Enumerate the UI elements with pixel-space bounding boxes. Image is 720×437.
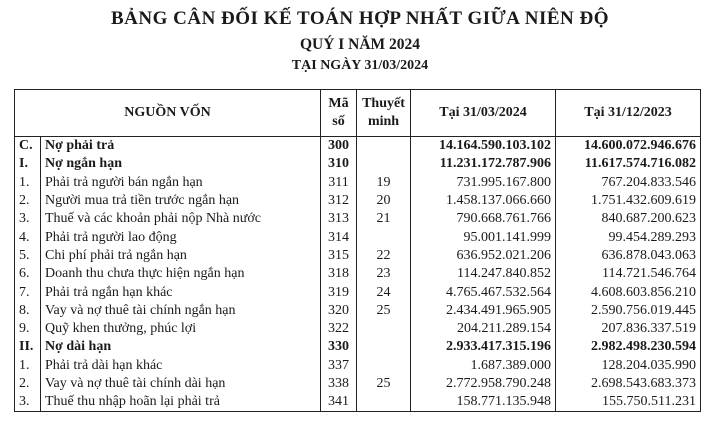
row-value-period-end: 95.001.141.999 — [411, 228, 556, 246]
row-number: 9. — [15, 320, 41, 338]
table-row — [15, 192, 701, 210]
table-row — [15, 283, 701, 301]
row-value-period-end: 2.772.958.790.248 — [411, 375, 556, 393]
row-code: 322 — [321, 320, 357, 338]
row-label: Chi phí phải trả ngắn hạn — [41, 247, 321, 265]
row-note — [357, 228, 411, 246]
row-code: 318 — [321, 265, 357, 283]
row-note: 23 — [357, 265, 411, 283]
row-label: Phải trả người lao động — [41, 228, 321, 246]
row-value-period-end: 1.687.389.000 — [411, 357, 556, 375]
table-row — [15, 247, 701, 265]
table-row — [15, 302, 701, 320]
table-row — [15, 393, 701, 412]
row-number: I. — [15, 155, 41, 173]
row-label: Vay và nợ thuê tài chính dài hạn — [41, 375, 321, 393]
table-row — [15, 265, 701, 283]
row-code: 319 — [321, 283, 357, 301]
row-value-period-begin: 99.454.289.293 — [556, 228, 701, 246]
row-label: Phải trả người bán ngắn hạn — [41, 174, 321, 192]
row-note: 25 — [357, 302, 411, 320]
row-value-period-begin: 767.204.833.546 — [556, 174, 701, 192]
row-value-period-end: 4.765.467.532.564 — [411, 283, 556, 301]
row-value-period-begin: 155.750.511.231 — [556, 393, 701, 412]
table-row — [15, 357, 701, 375]
table-row — [15, 210, 701, 228]
row-value-period-begin: 207.836.337.519 — [556, 320, 701, 338]
table-row — [15, 338, 701, 356]
row-value-period-end: 790.668.761.766 — [411, 210, 556, 228]
row-code: 338 — [321, 375, 357, 393]
row-code: 314 — [321, 228, 357, 246]
row-code: 313 — [321, 210, 357, 228]
table-row — [15, 137, 701, 156]
row-label: Thuế thu nhập hoãn lại phải trả — [41, 393, 321, 412]
balance-sheet-table — [14, 89, 701, 412]
row-note — [357, 155, 411, 173]
row-value-period-end: 14.164.590.103.102 — [411, 137, 556, 156]
row-code: 310 — [321, 155, 357, 173]
row-value-period-end: 1.458.137.066.660 — [411, 192, 556, 210]
row-value-period-end: 204.211.289.154 — [411, 320, 556, 338]
row-value-period-begin: 840.687.200.623 — [556, 210, 701, 228]
table-row — [15, 228, 701, 246]
table-row — [15, 320, 701, 338]
row-number: 3. — [15, 393, 41, 412]
row-note: 19 — [357, 174, 411, 192]
row-label: Phải trả ngắn hạn khác — [41, 283, 321, 301]
row-number: 6. — [15, 265, 41, 283]
table-row — [15, 174, 701, 192]
row-note — [357, 393, 411, 412]
row-number: 5. — [15, 247, 41, 265]
row-code: 312 — [321, 192, 357, 210]
row-value-period-end: 2.434.491.965.905 — [411, 302, 556, 320]
row-code: 341 — [321, 393, 357, 412]
row-value-period-end: 2.933.417.315.196 — [411, 338, 556, 356]
row-value-period-begin: 2.590.756.019.445 — [556, 302, 701, 320]
row-note: 22 — [357, 247, 411, 265]
header-period-end: Tại 31/03/2024 — [411, 90, 556, 137]
row-number: 1. — [15, 357, 41, 375]
row-label: Nợ dài hạn — [41, 338, 321, 356]
row-label: Nợ ngắn hạn — [41, 155, 321, 173]
row-note: 25 — [357, 375, 411, 393]
table-header-row — [15, 90, 701, 137]
row-code: 320 — [321, 302, 357, 320]
row-note: 24 — [357, 283, 411, 301]
row-number: 1. — [15, 174, 41, 192]
row-number: 3. — [15, 210, 41, 228]
row-value-period-begin: 636.878.043.063 — [556, 247, 701, 265]
row-note — [357, 320, 411, 338]
report-date: TẠI NGÀY 31/03/2024 — [291, 58, 429, 73]
header-note: Thuyết minh — [357, 90, 411, 137]
row-number: 4. — [15, 228, 41, 246]
row-note: 20 — [357, 192, 411, 210]
row-number: II. — [15, 338, 41, 356]
row-value-period-begin: 128.204.035.990 — [556, 357, 701, 375]
report-subtitle: QUÝ I NĂM 2024 — [299, 36, 421, 53]
header-source: NGUỒN VỐN — [15, 90, 321, 137]
row-label: Nợ phải trả — [41, 137, 321, 156]
header-period-begin: Tại 31/12/2023 — [556, 90, 701, 137]
row-code: 330 — [321, 338, 357, 356]
row-number: C. — [15, 137, 41, 156]
row-value-period-end: 114.247.840.852 — [411, 265, 556, 283]
report-title: BẢNG CÂN ĐỐI KẾ TOÁN HỢP NHẤT GIỮA NIÊN ĐỘ — [110, 8, 609, 29]
row-label: Thuế và các khoản phải nộp Nhà nước — [41, 210, 321, 228]
row-value-period-begin: 2.982.498.230.594 — [556, 338, 701, 356]
row-note — [357, 338, 411, 356]
row-value-period-end: 636.952.021.206 — [411, 247, 556, 265]
row-number: 8. — [15, 302, 41, 320]
row-value-period-begin: 2.698.543.683.373 — [556, 375, 701, 393]
row-code: 315 — [321, 247, 357, 265]
row-code: 300 — [321, 137, 357, 156]
row-note — [357, 357, 411, 375]
row-label: Quỹ khen thưởng, phúc lợi — [41, 320, 321, 338]
row-label: Phải trả dài hạn khác — [41, 357, 321, 375]
row-note — [357, 137, 411, 156]
row-value-period-end: 11.231.172.787.906 — [411, 155, 556, 173]
row-code: 337 — [321, 357, 357, 375]
row-label: Vay và nợ thuê tài chính ngắn hạn — [41, 302, 321, 320]
row-value-period-begin: 1.751.432.609.619 — [556, 192, 701, 210]
table-row — [15, 375, 701, 393]
row-value-period-begin: 11.617.574.716.082 — [556, 155, 701, 173]
table-row — [15, 155, 701, 173]
header-code: Mã số — [321, 90, 357, 137]
row-label: Người mua trả tiền trước ngắn hạn — [41, 192, 321, 210]
row-number: 2. — [15, 192, 41, 210]
row-number: 2. — [15, 375, 41, 393]
row-value-period-end: 158.771.135.948 — [411, 393, 556, 412]
row-code: 311 — [321, 174, 357, 192]
row-number: 7. — [15, 283, 41, 301]
row-note: 21 — [357, 210, 411, 228]
row-label: Doanh thu chưa thực hiện ngắn hạn — [41, 265, 321, 283]
row-value-period-begin: 4.608.603.856.210 — [556, 283, 701, 301]
row-value-period-end: 731.995.167.800 — [411, 174, 556, 192]
row-value-period-begin: 114.721.546.764 — [556, 265, 701, 283]
row-value-period-begin: 14.600.072.946.676 — [556, 137, 701, 156]
